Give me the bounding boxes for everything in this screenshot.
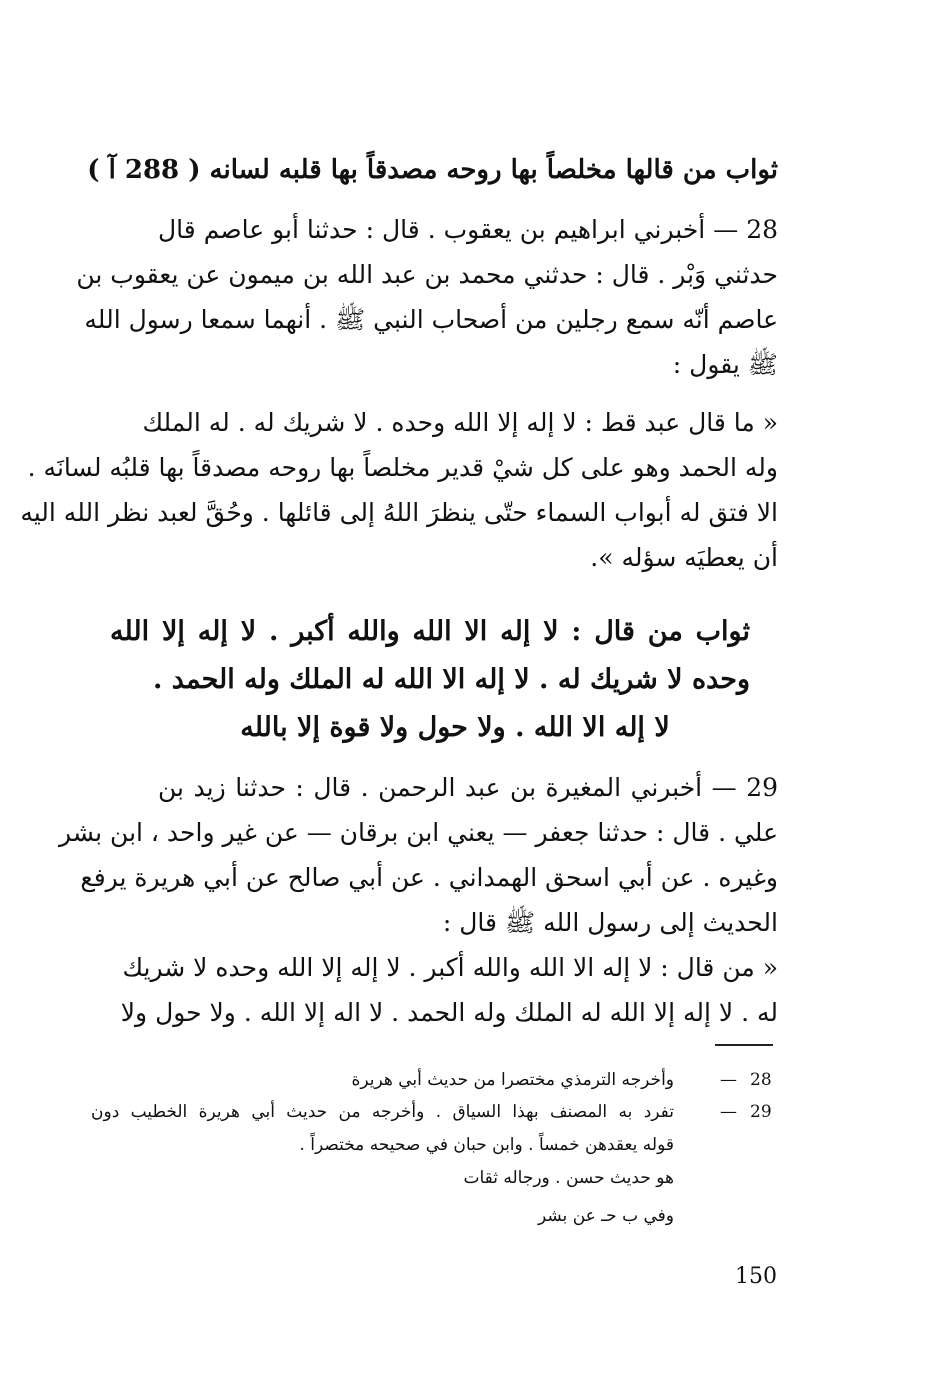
hadith-29-line-1: 29 — أخبرني المغيرة بن عبد الرحمن . قال : حدثنا زيد بن [158, 773, 778, 802]
hadith-29-line-2: علي . قال : حدثنا جعفر — يعني ابن برقان — عن غير واحد ، ابن بشر [59, 818, 778, 847]
hadith-29-line-3: وغيره . عن أبي اسحق الهمداني . عن أبي صالح عن أبي هريرة يرفع [80, 863, 778, 892]
hadith-28-text-line-4: أن يعطيَه سؤله ». [590, 543, 778, 572]
footnote-29-line-4: وفي ب حـ عن بشر [538, 1206, 674, 1226]
hadith-28-text-line-1: « ما قال عبد قط : لا إله إلا الله وحده . لا شريك له . له الملك [142, 408, 778, 437]
hadith-28-line-1: 28 — أخبرني ابراهيم بن يعقوب . قال : حدثنا أبو عاصم قال [158, 215, 778, 244]
section-heading-2-line-3: لا إله الا الله . ولا حول ولا قوة إلا بالله [240, 712, 670, 743]
page-number: 150 [735, 1264, 777, 1289]
hadith-29-line-6: له . لا إله إلا الله له الملك وله الحمد . لا اله إلا الله . ولا حول ولا [120, 998, 778, 1027]
footnote-29-line-2: قوله يعقدهن خمساً . وابن حبان في صحيحه مختصراً . [299, 1135, 674, 1155]
hadith-28-line-3: عاصم أنّه سمع رجلين من أصحاب النبي ﷺ . أنهما سمعا رسول الله [84, 305, 778, 334]
footnote-separator [715, 1044, 773, 1046]
section-heading-2-line-1: ثواب من قال : لا إله الا الله والله أكبر . لا إله إلا الله [110, 616, 750, 647]
section-heading-2-line-2: وحده لا شريك له . لا إله الا الله له الملك وله الحمد . [153, 664, 750, 695]
footnote-29-line-1: تفرد به المصنف بهذا السياق . وأخرجه من حديث أبي هريرة الخطيب دون [91, 1102, 674, 1122]
hadith-28-text-line-3: الا فتق له أبواب السماء حتّى ينظرَ اللهُ إلى قائلها . وحُقَّ لعبد نظر الله اليه [20, 498, 778, 527]
footnote-29-line-3: هو حديث حسن . ورجاله ثقات [463, 1168, 674, 1188]
footnote-29-number: 29 [750, 1102, 772, 1122]
footnote-28-text: وأخرجه الترمذي مختصرا من حديث أبي هريرة [351, 1070, 674, 1090]
hadith-28-line-2: حدثني وَبْر . قال : حدثني محمد بن عبد الله بن ميمون عن يعقوب بن [76, 260, 778, 289]
hadith-29-line-5: « من قال : لا إله الا الله والله أكبر . لا إله إلا الله وحده لا شريك [122, 953, 778, 982]
hadith-29-line-4: الحديث إلى رسول الله ﷺ قال : [442, 908, 778, 937]
hadith-28-line-4: ﷺ يقول : [672, 350, 778, 379]
footnote-29-dash: — [720, 1102, 737, 1122]
footnote-28-dash: — [720, 1070, 737, 1090]
footnote-28-number: 28 [750, 1070, 772, 1090]
section-heading-1: ثواب من قالها مخلصاً بها روحه مصدقاً بها قلبه لسانه ( 288 آ ) [87, 155, 778, 185]
hadith-28-text-line-2: وله الحمد وهو على كل شيْ قدير مخلصاً بها روحه مصدقاً بها قلبُه لسانَه . [27, 453, 778, 482]
